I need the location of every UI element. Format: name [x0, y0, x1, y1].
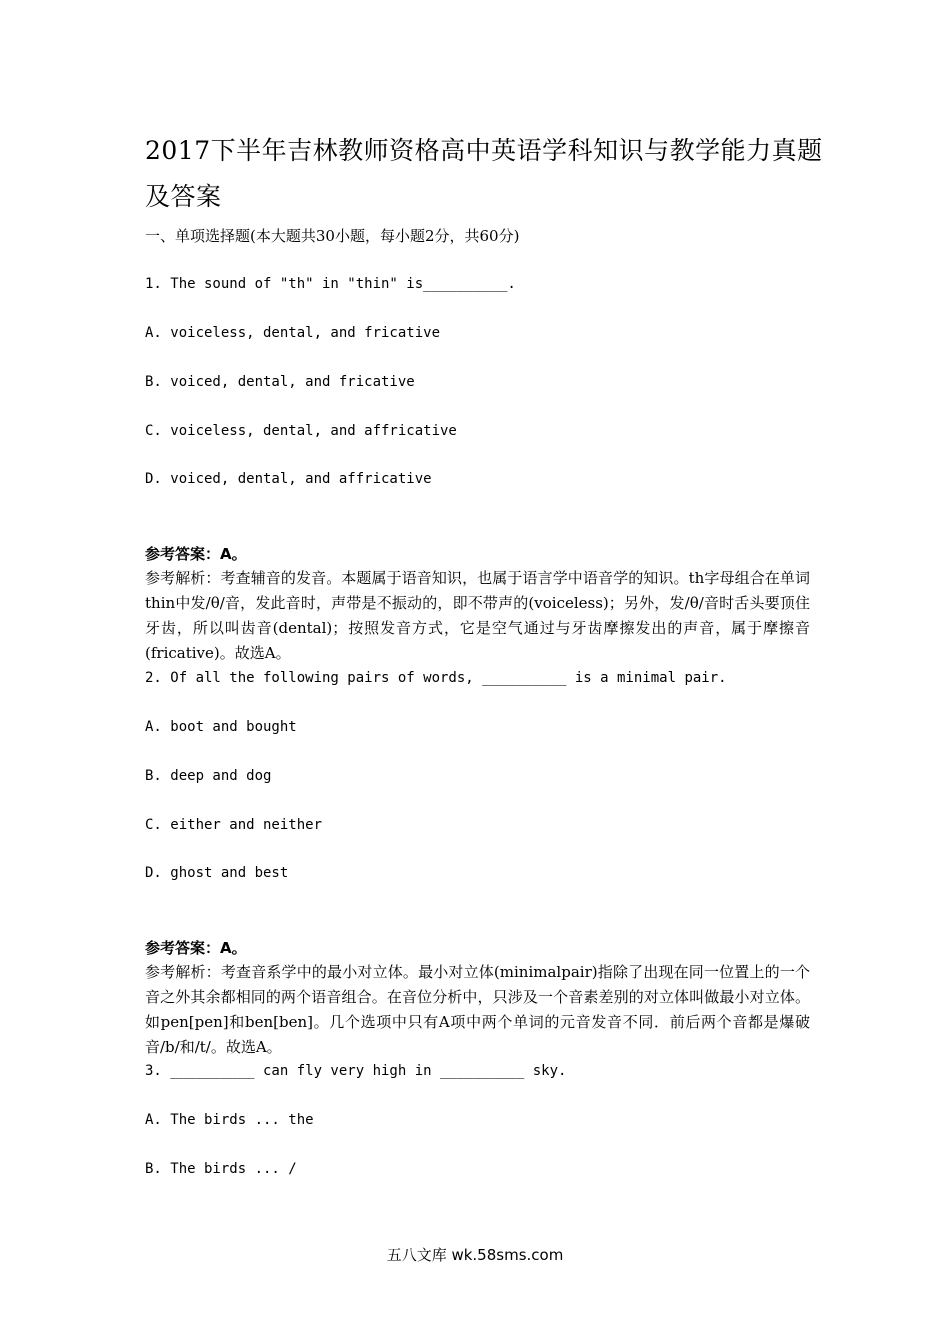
answer-analysis: 参考解析：考查音系学中的最小对立体。最小对立体(minimalpair)指除了出现在同一位置上的一个音之外其余都相同的两个语音组合。在音位分析中，只涉及一个音素差别的对立体叫做最小对立体。如pen[pen]和ben[ben]。几个选项中只有A项中两个单词的元音发音不同．前后两个音都是爆破音/b/和/t/。故选A。: [145, 963, 810, 1056]
answer-analysis: 参考解析：考查辅音的发音。本题属于语音知识，也属于语言学中语音学的知识。th字母组合在单词thin中发/θ/音，发此音时，声带是不振动的，即不带声的(voiceless)；另外，发/θ/音时舌头要顶住牙齿，所以叫齿音(dental)；按照发音方式，它是空气通过与牙齿摩擦发出的声音，属于摩擦音(fricative)。故选A。: [145, 569, 810, 662]
option-b: B. deep and dog: [145, 768, 272, 784]
option-a: A. boot and bought: [145, 719, 297, 735]
answer-label: 参考答案：A。: [145, 545, 247, 563]
question-stem: 2. Of all the following pairs of words, __________ is a minimal pair.: [145, 670, 727, 686]
document-title: 2017下半年吉林教师资格高中英语学科知识与教学能力真题及答案: [145, 136, 823, 211]
option-d: D. ghost and best: [145, 865, 289, 881]
option-c: C. either and neither: [145, 817, 323, 833]
option-a: A. voiceless, dental, and fricative: [145, 325, 441, 341]
section-heading: 一、单项选择题(本大题共30小题，每小题2分，共60分): [145, 227, 520, 245]
question-stem: 1. The sound of "th" in "thin" is__________.: [145, 276, 516, 292]
footer-watermark: 五八文库 wk.58sms.com: [386, 1246, 564, 1264]
option-b: B. The birds ... /: [145, 1161, 297, 1177]
option-a: A. The birds ... the: [145, 1112, 314, 1128]
option-b: B. voiced, dental, and fricative: [145, 374, 415, 390]
option-c: C. voiceless, dental, and affricative: [145, 423, 457, 439]
answer-label: 参考答案：A。: [145, 939, 247, 957]
option-d: D. voiced, dental, and affricative: [145, 471, 432, 487]
question-stem: 3. __________ can fly very high in __________ sky.: [145, 1063, 567, 1079]
